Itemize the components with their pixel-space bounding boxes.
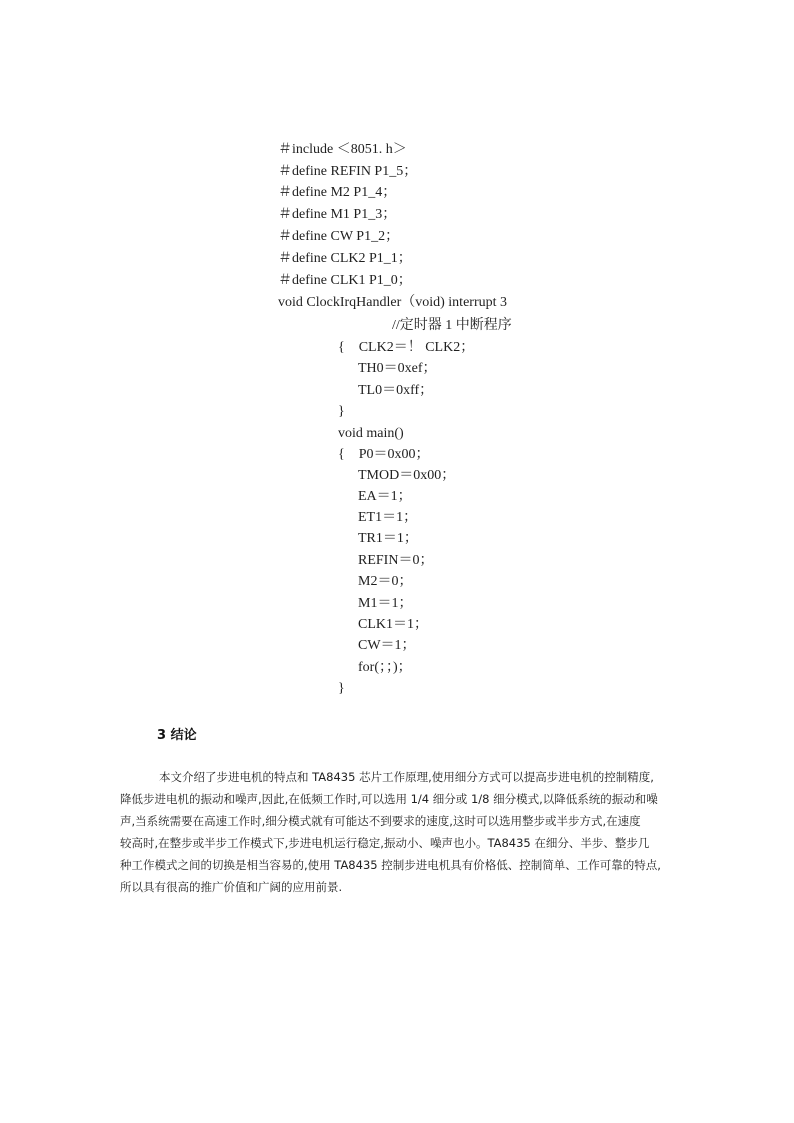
code-line: } xyxy=(338,681,345,696)
code-line: ＃define M1 P1_3； xyxy=(278,207,397,222)
code-line: ＃include ＜8051. h＞ xyxy=(278,142,407,157)
code-line: { P0＝0x00； xyxy=(338,447,430,462)
section-heading: 3 结论 xyxy=(157,728,197,743)
paragraph-line: 种工作模式之间的切换是相当容易的,使用 TA8435 控制步进电机具有价格低、控制简单、工作可靠的特点, xyxy=(120,858,661,872)
code-line: TR1＝1； xyxy=(358,531,418,546)
code-line: ET1＝1； xyxy=(358,510,418,525)
code-line: M1＝1； xyxy=(358,596,413,611)
code-line: TMOD＝0x00； xyxy=(358,468,456,483)
paragraph-line: 降低步进电机的振动和噪声,因此,在低频工作时,可以选用 1/4 细分或 1/8 细分模式,以降低系统的振动和噪 xyxy=(120,792,658,806)
code-comment: //定时器 1 中断程序 xyxy=(392,318,512,333)
code-line: TH0＝0xef； xyxy=(358,361,437,376)
code-line: for(；；)； xyxy=(358,660,412,675)
paragraph-line: 所以具有很高的推广价值和广阔的应用前景. xyxy=(120,880,343,894)
code-line: M2＝0； xyxy=(358,574,413,589)
code-line: REFIN＝0； xyxy=(358,553,434,568)
code-line: void main() xyxy=(338,426,404,441)
code-line: CW＝1； xyxy=(358,638,416,653)
code-line: void ClockIrqHandler（void) interrupt 3 xyxy=(278,295,508,310)
paragraph-line: 本文介绍了步进电机的特点和 TA8435 芯片工作原理,使用细分方式可以提高步进电机的控制精度, xyxy=(159,770,654,784)
code-line: ＃define REFIN P1_5； xyxy=(278,164,418,179)
code-line: { CLK2＝！ CLK2； xyxy=(338,340,475,355)
code-line: ＃define CW P1_2； xyxy=(278,229,400,244)
paragraph-line: 声,当系统需要在高速工作时,细分模式就有可能达不到要求的速度,这时可以选用整步或半步方式,在速度 xyxy=(120,814,641,828)
code-line: TL0＝0xff； xyxy=(358,383,434,398)
code-line: ＃define CLK2 P1_1； xyxy=(278,251,412,266)
code-line: CLK1＝1； xyxy=(358,617,428,632)
code-line: ＃define CLK1 P1_0； xyxy=(278,273,412,288)
code-line: EA＝1； xyxy=(358,489,412,504)
paragraph-line: 较高时,在整步或半步工作模式下,步进电机运行稳定,振动小、噪声也小。TA8435 在细分、半步、整步几 xyxy=(120,836,650,850)
conclusion-paragraph xyxy=(120,766,680,898)
code-line: ＃define M2 P1_4； xyxy=(278,185,397,200)
code-line: } xyxy=(338,404,345,419)
